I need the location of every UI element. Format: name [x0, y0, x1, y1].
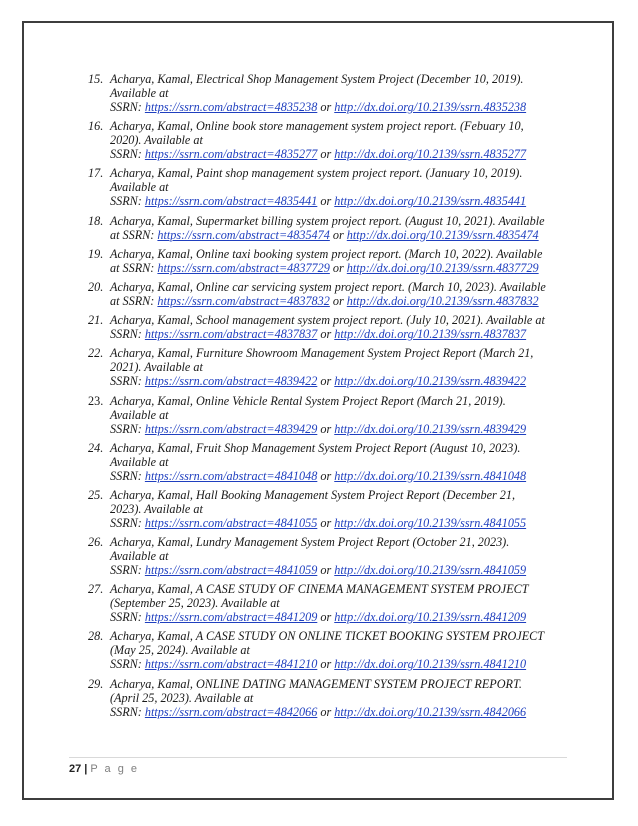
reference-text-line: Acharya, Kamal, A CASE STUDY OF CINEMA MANAGEMENT SYSTEM PROJECT — [110, 582, 529, 597]
doi-link[interactable]: http://dx.doi.org/10.2139/ssrn.4837729 — [346, 260, 539, 275]
reference-text-line: 2021). Available at — [110, 360, 203, 375]
doi-link[interactable]: http://dx.doi.org/10.2139/ssrn.4841055 — [334, 515, 527, 530]
or-text: or — [317, 327, 335, 342]
reference-text-line: (September 25, 2023). Available at — [110, 596, 280, 611]
reference-links-line — [110, 327, 568, 341]
doi-link[interactable]: http://dx.doi.org/10.2139/ssrn.4835238 — [334, 100, 527, 114]
reference-text-line: Acharya, Kamal, Furniture Showroom Management System Project Report (March 21, — [110, 346, 534, 361]
reference-links-line — [110, 294, 568, 308]
reference-number: 28. — [88, 629, 104, 644]
doi-link[interactable]: http://dx.doi.org/10.2139/ssrn.4841048 — [334, 468, 527, 483]
reference-number: 17. — [88, 166, 104, 181]
reference-item — [88, 313, 568, 341]
or-text: or — [317, 657, 335, 672]
reference-text-line: Acharya, Kamal, Online book store management system project report. (Febuary 10, — [110, 119, 524, 134]
reference-text-line: Acharya, Kamal, Online taxi booking system project report. (March 10, 2022). Available — [110, 246, 543, 261]
reference-item — [88, 346, 568, 388]
reference-item — [88, 280, 568, 308]
ssrn-prefix: SSRN: — [110, 194, 145, 209]
ssrn-prefix: SSRN: — [110, 374, 145, 389]
or-text: or — [317, 563, 335, 578]
ssrn-link[interactable]: https://ssrn.com/abstract=4835441 — [144, 194, 318, 209]
ssrn-link[interactable]: https://ssrn.com/abstract=4841209 — [144, 610, 318, 625]
doi-link[interactable]: http://dx.doi.org/10.2139/ssrn.4839429 — [334, 421, 527, 436]
or-text: or — [317, 468, 335, 483]
reference-item — [88, 166, 568, 208]
reference-text-line: (May 25, 2024). Available at — [110, 643, 250, 658]
reference-item — [88, 535, 568, 577]
reference-links-line — [110, 194, 568, 208]
reference-number: 19. — [88, 246, 104, 261]
reference-links-line — [110, 705, 568, 719]
ssrn-link[interactable]: https://ssrn.com/abstract=4837832 — [157, 293, 330, 308]
reference-text-line: Available at — [110, 549, 169, 564]
reference-number: 24. — [88, 440, 104, 455]
ssrn-link[interactable]: https://ssrn.com/abstract=4835277 — [144, 147, 318, 162]
reference-number: 27. — [88, 582, 104, 597]
reference-number: 23. — [88, 393, 104, 408]
reference-text-line: Available at — [110, 180, 169, 195]
doi-link[interactable]: http://dx.doi.org/10.2139/ssrn.4839422 — [334, 374, 527, 389]
ssrn-link[interactable]: https://ssrn.com/abstract=4835238 — [144, 100, 318, 114]
doi-link[interactable]: http://dx.doi.org/10.2139/ssrn.4835277 — [334, 147, 527, 162]
page-number: 27 — [69, 763, 82, 775]
ssrn-prefix: at SSRN: — [110, 227, 158, 242]
ssrn-prefix: SSRN: — [110, 704, 145, 719]
reference-item — [88, 72, 568, 114]
ssrn-prefix: SSRN: — [110, 147, 145, 162]
or-text: or — [329, 227, 347, 242]
reference-text-line: (April 25, 2023). Available at — [110, 690, 254, 705]
ssrn-link[interactable]: https://ssrn.com/abstract=4841055 — [144, 515, 318, 530]
reference-item — [88, 247, 568, 275]
doi-link[interactable]: http://dx.doi.org/10.2139/ssrn.4837832 — [346, 293, 539, 308]
or-text: or — [317, 374, 335, 389]
doi-link[interactable]: http://dx.doi.org/10.2139/ssrn.4837837 — [334, 327, 527, 342]
reference-text-line: Available at — [110, 454, 169, 469]
reference-text-line: Acharya, Kamal, Fruit Shop Management System Project Report (August 10, 2023). — [110, 440, 521, 455]
reference-text-line: Acharya, Kamal, School management system project report. (July 10, 2021). Available at — [110, 313, 545, 328]
reference-links-line — [110, 657, 568, 671]
reference-number: 16. — [88, 119, 104, 134]
doi-link[interactable]: http://dx.doi.org/10.2139/ssrn.4841059 — [334, 563, 527, 578]
reference-list — [88, 72, 568, 724]
ssrn-prefix: SSRN: — [110, 515, 145, 530]
ssrn-prefix: at SSRN: — [110, 260, 158, 275]
reference-links-line — [110, 422, 568, 436]
reference-item — [88, 394, 568, 436]
ssrn-link[interactable]: https://ssrn.com/abstract=4841059 — [144, 563, 318, 578]
reference-links-line — [110, 374, 568, 388]
reference-text-line: Acharya, Kamal, Supermarket billing system project report. (August 10, 2021). Available — [110, 213, 545, 228]
or-text: or — [317, 515, 335, 530]
reference-number: 25. — [88, 487, 104, 502]
reference-links-line — [110, 261, 568, 275]
or-text: or — [317, 194, 335, 209]
footer-divider — [69, 757, 567, 758]
ssrn-prefix: SSRN: — [110, 468, 145, 483]
reference-number: 26. — [88, 535, 104, 550]
doi-link[interactable]: http://dx.doi.org/10.2139/ssrn.4835441 — [334, 194, 527, 209]
or-text: or — [317, 147, 335, 162]
ssrn-prefix: SSRN: — [110, 421, 145, 436]
reference-number: 18. — [88, 213, 104, 228]
ssrn-prefix: at SSRN: — [110, 293, 158, 308]
reference-text-line: 2023). Available at — [110, 501, 203, 516]
reference-links-line — [110, 563, 568, 577]
ssrn-link[interactable]: https://ssrn.com/abstract=4837837 — [144, 327, 318, 342]
or-text: or — [329, 260, 347, 275]
reference-item — [88, 629, 568, 671]
reference-links-line — [110, 516, 568, 530]
or-text: or — [329, 293, 347, 308]
reference-number: 15. — [88, 72, 104, 86]
or-text: or — [317, 100, 335, 114]
footer-separator: | — [84, 763, 88, 775]
ssrn-link[interactable]: https://ssrn.com/abstract=4841048 — [144, 468, 318, 483]
reference-links-line — [110, 228, 568, 242]
ssrn-link[interactable]: https://ssrn.com/abstract=4842066 — [144, 704, 318, 719]
reference-text-line: Acharya, Kamal, A CASE STUDY ON ONLINE TICKET BOOKING SYSTEM PROJECT — [110, 629, 545, 644]
ssrn-prefix: SSRN: — [110, 563, 145, 578]
page-label: P a g e — [90, 763, 139, 775]
reference-text-line: Available at — [110, 407, 169, 422]
reference-number: 22. — [88, 346, 104, 361]
ssrn-link[interactable]: https://ssrn.com/abstract=4837729 — [157, 260, 330, 275]
reference-links-line — [110, 100, 568, 114]
reference-text-line: Acharya, Kamal, ONLINE DATING MANAGEMENT SYSTEM PROJECT REPORT. — [110, 676, 522, 691]
doi-link[interactable]: http://dx.doi.org/10.2139/ssrn.4842066 — [334, 704, 527, 719]
reference-text-line: Acharya, Kamal, Paint shop management system project report. (January 10, 2019). — [110, 166, 523, 181]
doi-link[interactable]: http://dx.doi.org/10.2139/ssrn.4841209 — [334, 610, 527, 625]
ssrn-prefix: SSRN: — [110, 327, 145, 342]
reference-item — [88, 488, 568, 530]
reference-links-line — [110, 147, 568, 161]
reference-text-line: 2020). Available at — [110, 133, 203, 148]
reference-text-line: Available at — [110, 86, 169, 100]
reference-item — [88, 441, 568, 483]
reference-item — [88, 214, 568, 242]
ssrn-link[interactable]: https://ssrn.com/abstract=4841210 — [144, 657, 318, 672]
reference-links-line — [110, 469, 568, 483]
doi-link[interactable]: http://dx.doi.org/10.2139/ssrn.4841210 — [334, 657, 527, 672]
ssrn-prefix: SSRN: — [110, 657, 145, 672]
reference-links-line — [110, 610, 568, 624]
reference-number: 29. — [88, 676, 104, 691]
or-text: or — [317, 610, 335, 625]
reference-text-line: Acharya, Kamal, Online car servicing system project report. (March 10, 2023). Available — [110, 279, 546, 294]
ssrn-prefix: SSRN: — [110, 100, 145, 114]
ssrn-link[interactable]: https://ssrn.com/abstract=4839429 — [144, 421, 318, 436]
ssrn-link[interactable]: https://ssrn.com/abstract=4839422 — [144, 374, 318, 389]
ssrn-prefix: SSRN: — [110, 610, 145, 625]
page-footer — [69, 762, 139, 776]
reference-text-line: Acharya, Kamal, Electrical Shop Management System Project (December 10, 2019). — [110, 72, 524, 86]
reference-number: 20. — [88, 279, 104, 294]
reference-item — [88, 677, 568, 719]
reference-number: 21. — [88, 313, 104, 328]
reference-text-line: Acharya, Kamal, Online Vehicle Rental System Project Report (March 21, 2019). — [110, 393, 506, 408]
reference-item — [88, 582, 568, 624]
or-text: or — [317, 421, 335, 436]
or-text: or — [317, 704, 335, 719]
doi-link[interactable]: http://dx.doi.org/10.2139/ssrn.4835474 — [346, 227, 539, 242]
ssrn-link[interactable]: https://ssrn.com/abstract=4835474 — [157, 227, 330, 242]
reference-text-line: Acharya, Kamal, Lundry Management System Project Report (October 21, 2023). — [110, 535, 510, 550]
reference-item — [88, 119, 568, 161]
reference-text-line: Acharya, Kamal, Hall Booking Management System Project Report (December 21, — [110, 487, 516, 502]
